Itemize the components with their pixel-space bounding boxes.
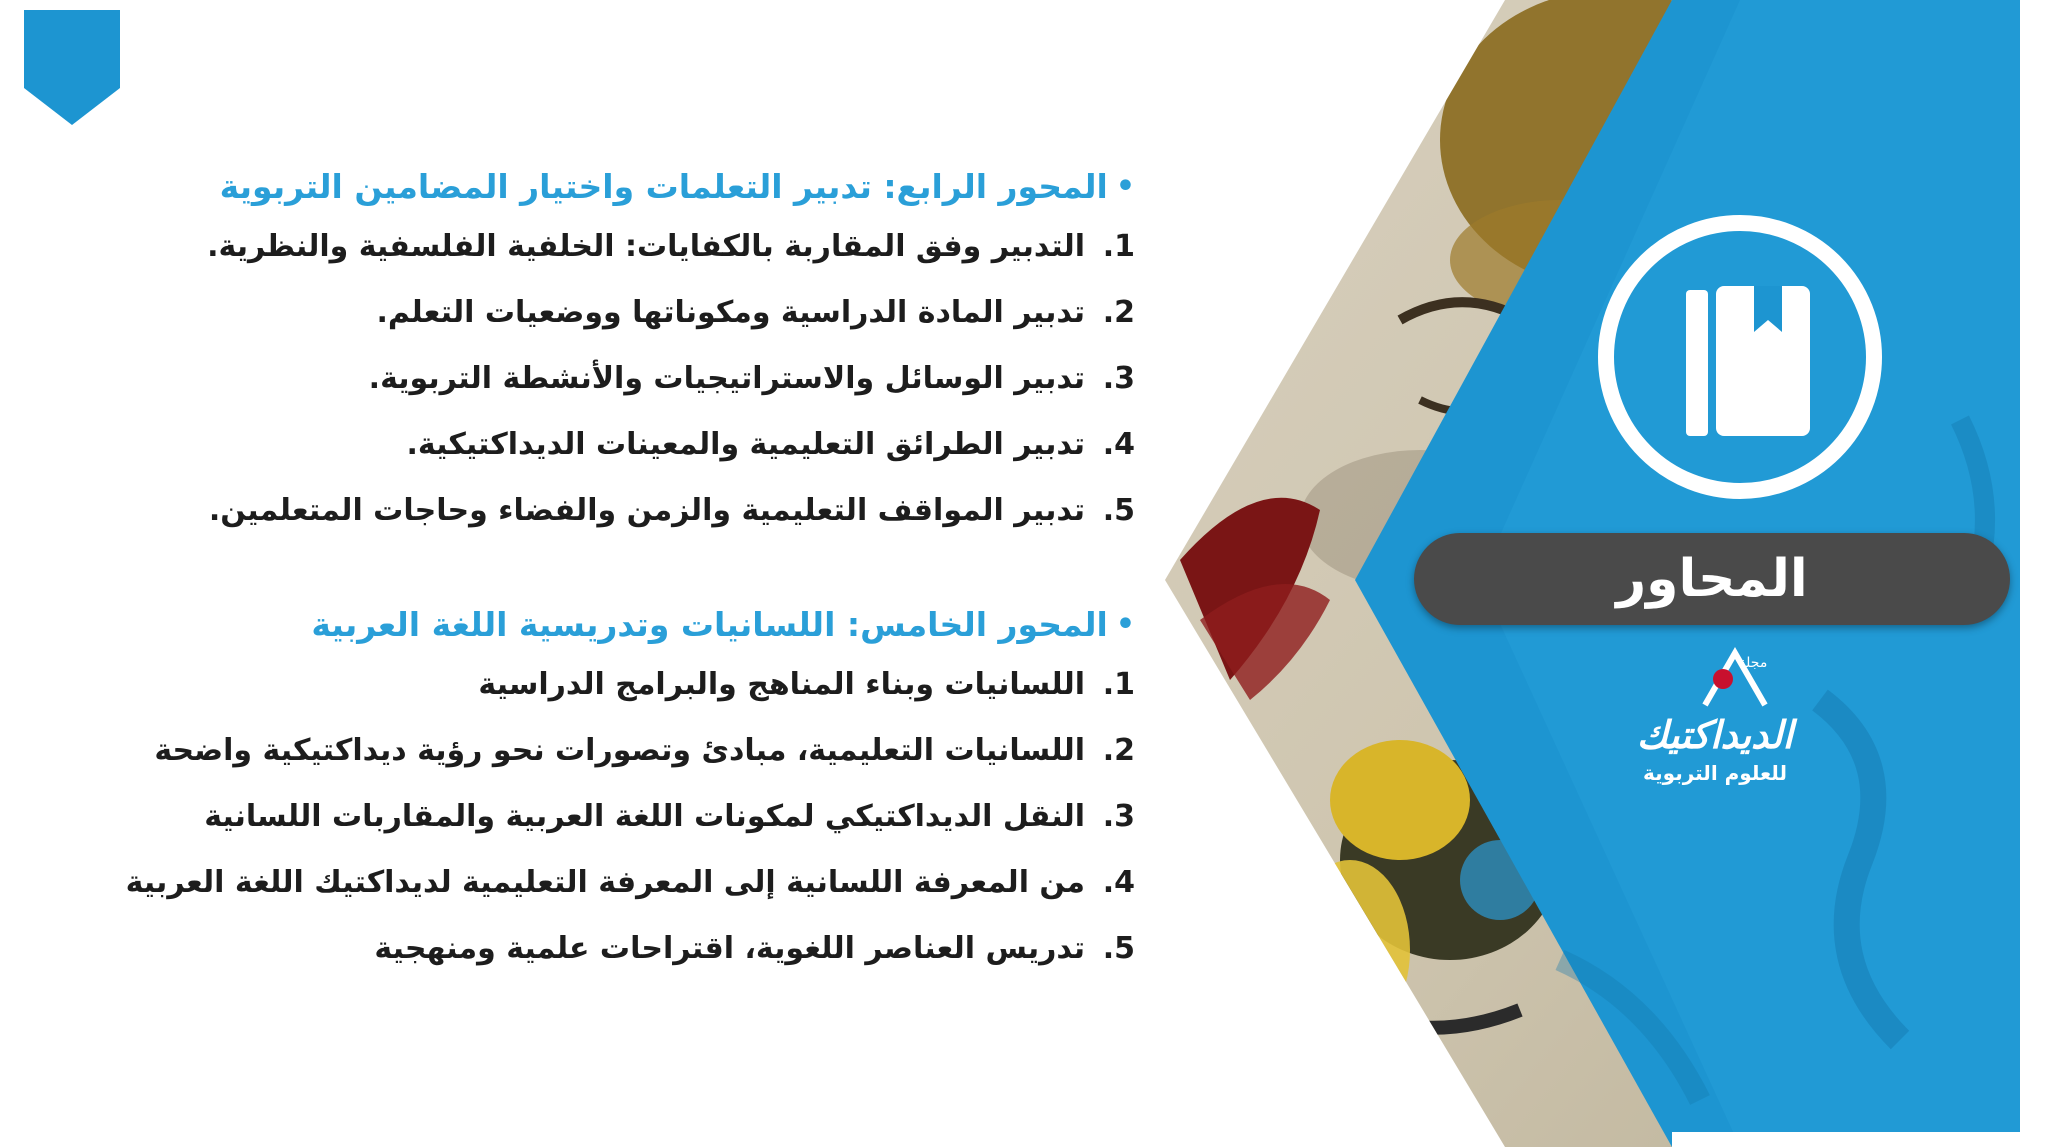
list-item <box>180 916 1135 982</box>
section-title-text: المحور الرابع: تدبير التعلمات واختيار المضامين التربوية <box>219 167 1108 206</box>
list-item <box>154 718 1135 784</box>
item-number: 3. <box>1102 799 1135 834</box>
journal-logo <box>1605 645 1825 795</box>
corner-ribbon <box>24 10 120 125</box>
bullet-icon: • <box>1115 607 1135 642</box>
item-number: 4. <box>1102 865 1135 900</box>
section-title-text: المحور الخامس: اللسانيات وتدريسية اللغة العربية <box>311 605 1108 644</box>
logo-top-word: مجلة <box>1738 655 1768 671</box>
content-area <box>125 160 1135 982</box>
section-label-pill <box>1414 533 2010 625</box>
item-list <box>125 652 1135 982</box>
logo-mark-icon <box>1695 645 1775 715</box>
section-label: المحاور <box>1616 549 1808 609</box>
book-icon-circle <box>1598 215 1882 499</box>
item-number: 5. <box>1102 931 1135 966</box>
list-item <box>180 652 1135 718</box>
bullet-icon: • <box>1115 169 1135 204</box>
list-item <box>180 214 1135 280</box>
item-number: 1. <box>1102 229 1135 264</box>
item-number: 2. <box>1102 295 1135 330</box>
item-text: التدبير وفق المقاربة بالكفايات: الخلفية الفلسفية والنظرية. <box>207 229 1085 264</box>
item-text: تدبير المادة الدراسية ومكوناتها ووضعيات التعلم. <box>376 295 1085 330</box>
item-number: 5. <box>1102 493 1135 528</box>
list-item <box>180 280 1135 346</box>
item-text: تدبير الوسائل والاستراتيجيات والأنشطة التربوية. <box>368 361 1085 396</box>
item-list <box>180 214 1135 544</box>
item-number: 3. <box>1102 361 1135 396</box>
logo-subtitle: للعلوم التربوية <box>1643 761 1787 785</box>
list-item <box>180 412 1135 478</box>
item-text: اللسانيات وبناء المناهج والبرامج الدراسية <box>478 667 1085 702</box>
list-item <box>180 784 1135 850</box>
list-item <box>180 478 1135 544</box>
list-item <box>180 346 1135 412</box>
section-title <box>180 598 1135 652</box>
item-text: تدبير المواقف التعليمية والزمن والفضاء وحاجات المتعلمين. <box>208 493 1085 528</box>
section-axis-four <box>180 160 1135 544</box>
item-text: تدبير الطرائق التعليمية والمعينات الديداكتيكية. <box>406 427 1085 462</box>
item-text: تدريس العناصر اللغوية، اقتراحات علمية ومنهجية <box>374 931 1085 966</box>
list-item <box>125 850 1135 916</box>
logo-name: الديداكتيك <box>1636 713 1794 757</box>
section-axis-five <box>125 598 1135 982</box>
section-title <box>180 160 1135 214</box>
item-number: 2. <box>1102 733 1135 768</box>
item-text: اللسانيات التعليمية، مبادئ وتصورات نحو رؤية ديداكتيكية واضحة <box>154 733 1085 768</box>
item-number: 1. <box>1102 667 1135 702</box>
item-number: 4. <box>1102 427 1135 462</box>
item-text: النقل الديداكتيكي لمكونات اللغة العربية والمقاربات اللسانية <box>204 799 1085 834</box>
item-text: من المعرفة اللسانية إلى المعرفة التعليمية لديداكتيك اللغة العربية <box>125 865 1085 900</box>
book-icon <box>1686 286 1810 436</box>
